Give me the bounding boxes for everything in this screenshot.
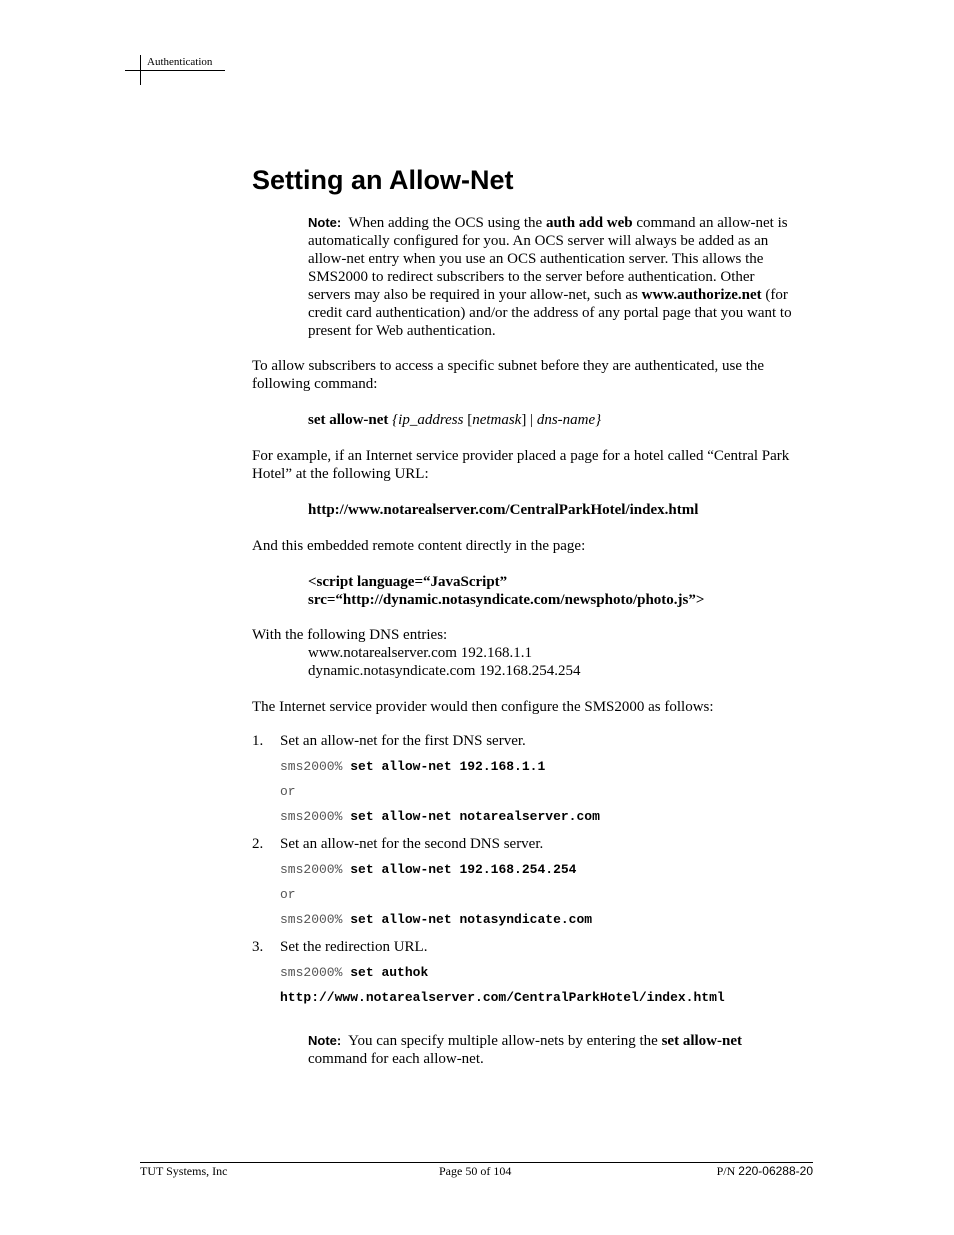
configure-paragraph: The Internet service provider would then configure the SMS2000 as follows: — [252, 699, 714, 715]
dns-entry: dynamic.notasyndicate.com 192.168.254.254 — [308, 663, 581, 679]
dns-intro: With the following DNS entries: — [252, 627, 448, 643]
note-label: Note: — [308, 215, 342, 230]
page-title: Setting an Allow-Net — [252, 165, 514, 195]
dns-entry: www.notarealserver.com 192.168.1.1 — [308, 645, 532, 661]
code-line: http://www.notarealserver.com/CentralParkHotel/index.html — [280, 990, 725, 1005]
code-line: sms2000% set allow-net notasyndicate.com — [280, 912, 593, 927]
step-text: Set the redirection URL. — [280, 939, 428, 955]
command-syntax: set allow-net {ip_address [netmask] | dns-name} — [308, 412, 602, 428]
step-text: Set an allow-net for the first DNS server. — [280, 733, 526, 749]
footer-company: TUT Systems, Inc — [140, 1164, 228, 1178]
step-number: 3. — [252, 939, 264, 955]
code-line: sms2000% set allow-net 192.168.1.1 — [280, 759, 546, 774]
code-or: or — [280, 887, 296, 902]
note-label: Note: — [308, 1033, 342, 1048]
code-or: or — [280, 784, 296, 799]
footer-rule — [140, 1162, 813, 1163]
note-block: Note: When adding the OCS using the auth add web command an allow-net is automatically configured for you. An OCS server will always be added as an allow-net entry when you use an OCS authentication server. This allows the SMS2000 to redirect subscribers to the server before authentication. Other servers may also be required in your allow-net, such as www.authorize.net (for credit card authentication) and/or the address of any portal page that you want to present for Web authentication. — [308, 215, 792, 339]
footer-page-number: Page 50 of 104 — [439, 1164, 512, 1178]
step-number: 1. — [252, 733, 264, 749]
example-paragraph: For example, if an Internet service provider placed a page for a hotel called “Central Park Hotel” at the following URL: — [252, 448, 790, 482]
step-number: 2. — [252, 836, 264, 852]
note-block: Note: You can specify multiple allow-nets by entering the set allow-net command for each allow-net. — [308, 1033, 742, 1067]
header-section-label: Authentication — [147, 56, 213, 68]
header-crop-mark — [140, 55, 141, 85]
code-line: sms2000% set authok — [280, 965, 429, 980]
code-line: sms2000% set allow-net notarealserver.com — [280, 809, 600, 824]
code-line: sms2000% set allow-net 192.168.254.254 — [280, 862, 577, 877]
example-url: http://www.notarealserver.com/CentralParkHotel/index.html — [308, 502, 699, 518]
footer-part-number: P/N 220-06288-20 — [716, 1164, 813, 1178]
intro-paragraph: To allow subscribers to access a specific subnet before they are authenticated, use the following command: — [252, 358, 765, 392]
step-text: Set an allow-net for the second DNS server. — [280, 836, 544, 852]
embedded-paragraph: And this embedded remote content directly in the page: — [252, 538, 586, 554]
script-snippet: <script language=“JavaScript” src=“http://dynamic.notasyndicate.com/newsphoto/photo.js”> — [308, 574, 705, 608]
